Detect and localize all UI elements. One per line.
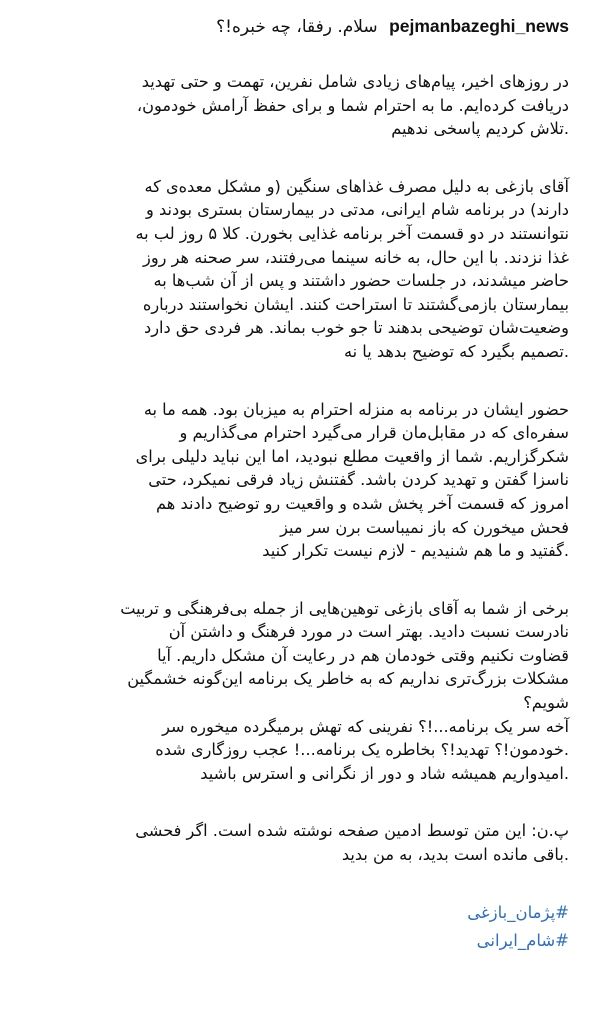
caption-line: پ.ن: این متن توسط ادمین صفحه نوشته شده است. اگر فحشی xyxy=(135,821,569,841)
hashtag-list xyxy=(22,899,569,955)
caption-paragraph-1 xyxy=(22,70,569,141)
caption-line: در روزهای اخیر، پیام‌های زیادی شامل نفرین، تهمت و حتی تهدید xyxy=(141,72,569,91)
caption-line: حاضر میشدند، در جلسات حضور داشتند و پس از آن شب‌ها به xyxy=(153,271,569,291)
caption-line: شویم؟ xyxy=(523,693,569,713)
caption-line: .گفتید و ما هم شنیدیم - لازم نیست تکرار کنید xyxy=(262,541,569,561)
caption-line: حضور ایشان در برنامه به منزله احترام به میزبان بود. همه ما به xyxy=(143,399,569,419)
caption-line: قضاوت نکنیم وقتی خودمان هم در رعایت آن مشکل داریم. آیا xyxy=(157,645,569,665)
caption-line: فحش میخورن که باز نمیباست برن سر میز xyxy=(280,517,569,537)
caption-line: .خودمون!؟ تهدید!؟ بخاطره یک برنامه...! عجب روزگاری شده xyxy=(155,740,569,760)
caption-paragraph-2 xyxy=(22,175,569,364)
caption-paragraph-4 xyxy=(22,597,569,786)
caption-header xyxy=(22,14,569,40)
caption-line: .امیدواریم همیشه شاد و دور از نگرانی و استرس باشید xyxy=(200,763,569,783)
hashtag-link[interactable]: #شام_ایرانی xyxy=(476,930,569,950)
caption-line: ناسزا گفتن و تهدید کردن باشد. گفتنش زیاد فرقی نمیکرد، حتی xyxy=(148,470,569,490)
caption-line: دریافت کرده‌ایم. ما به احترام شما و برای حفظ آرامش خودمون، xyxy=(136,95,569,115)
caption-line: نتوانستند در دو قسمت آخر برنامه غذایی بخورن. کلا ۵ روز لب به xyxy=(135,223,569,243)
caption-paragraph-5 xyxy=(22,819,569,866)
caption-line: مشکلات بزرگ‌تری نداریم که به خاطر یک برنامه این‌گونه خشمگین xyxy=(127,669,569,689)
caption-paragraph-3 xyxy=(22,398,569,563)
caption-line: وضعیت‌شان توضیحی بدهند تا جو خوب بماند. هر فردی حق دارد xyxy=(144,318,569,338)
hashtag-link[interactable]: #پژمان_بازغی xyxy=(467,902,569,922)
caption-line: نادرست نسبت دادید. بهتر است در مورد فرهنگ و داشتن آن xyxy=(168,622,569,642)
caption-line: غذا نزدند. با این حال، به خانه سینما می‌رفتند، سر صحنه هر روز xyxy=(143,247,569,267)
caption-line: برخی از شما به آقای بازغی توهین‌هایی از جمله بی‌فرهنگی و تربیت xyxy=(120,598,569,618)
caption-line: .تصمیم بگیرد که توضیح بدهد یا نه xyxy=(343,341,569,361)
caption-line: دارند) در برنامه شام ایرانی، مدتی در بیمارستان بستری بودند و xyxy=(145,200,569,220)
caption-line: بیمارستان بازمی‌گشتند تا استراحت کنند. ایشان نخواستند درباره xyxy=(142,294,569,314)
caption-line: .تلاش کردیم پاسخی ندهیم xyxy=(391,119,569,139)
caption-line: آخه سر یک برنامه...!؟ نفرینی که تهش برمیگرده میخوره سر xyxy=(162,716,569,736)
caption-line: امروز که قسمت آخر پخش شده و واقعیت رو توضیح دادند هم xyxy=(156,493,569,513)
caption-line: .باقی مانده است بدید، به من بدید xyxy=(341,845,569,865)
caption-line: شکرگزاریم. شما از واقعیت مطلع نبودید، اما این نباید دلیلی برای xyxy=(135,446,569,466)
username-link[interactable]: pejmanbazeghi_news xyxy=(389,16,569,36)
caption-line: سفره‌ای که در مقابل‌مان قرار می‌گیرد احترام می‌گذاریم و xyxy=(179,423,569,443)
caption-line: آقای بازغی به دلیل مصرف غذاهای سنگین (و مشکل معده‌ی که xyxy=(144,176,569,196)
caption-greeting: سلام. رفقا، چه خبره!؟ xyxy=(216,17,378,37)
